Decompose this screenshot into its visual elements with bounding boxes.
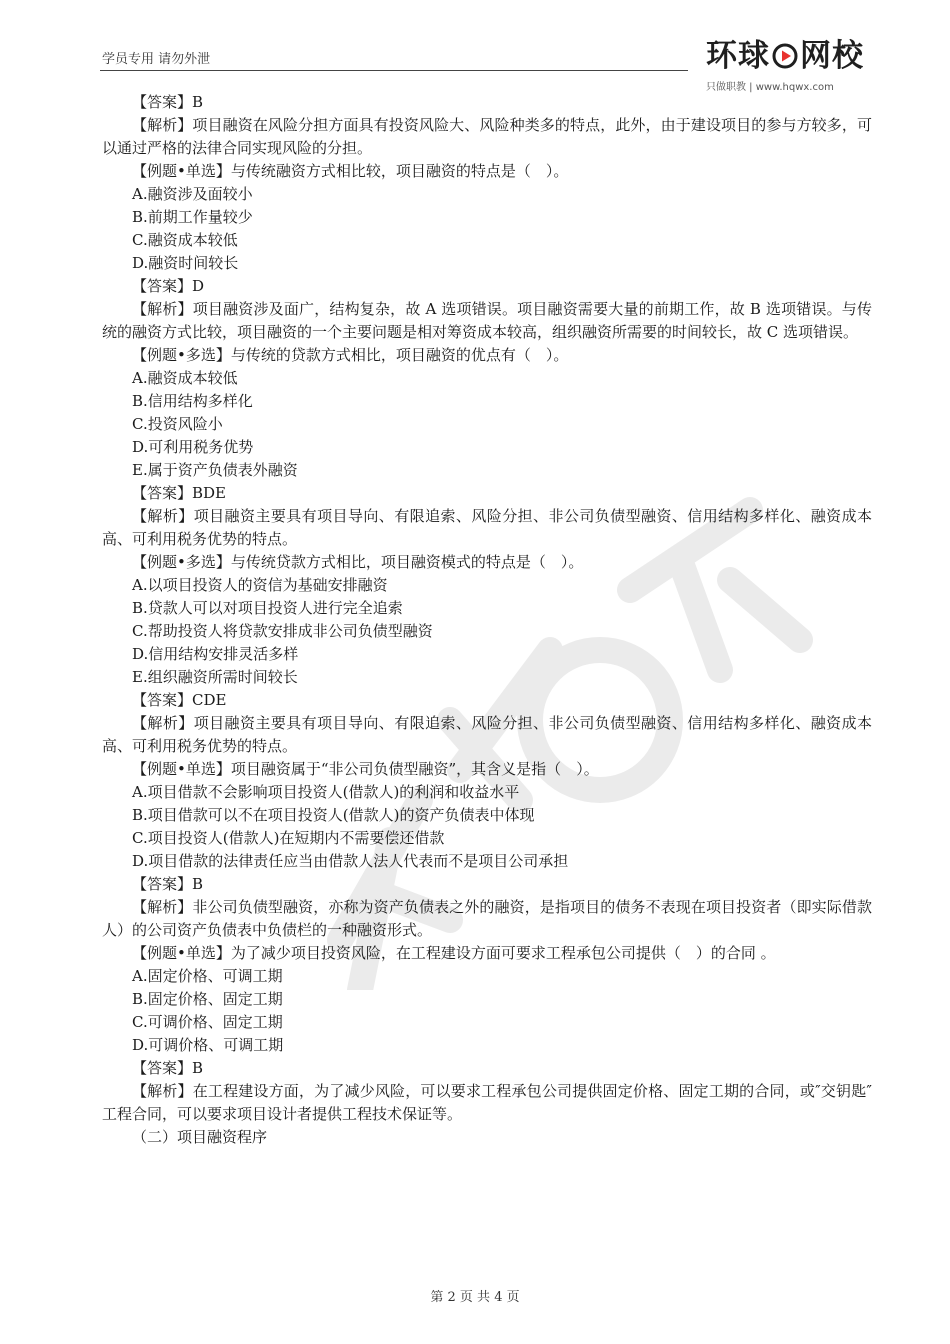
answer-option: D.信用结构安排灵活多样 xyxy=(132,645,299,663)
answer-option: B.项目借款可以不在项目投资人(借款人)的资产负债表中体现 xyxy=(132,806,535,824)
brand-logo xyxy=(706,36,876,96)
logo-play-icon xyxy=(771,42,799,70)
logo-tagline: 只做职教 | www.hqwx.com xyxy=(706,82,834,93)
logo-text-left: 环球 xyxy=(706,38,770,74)
text-paragraph: 【例题•单选】为了减少项目投资风险，在工程建设方面可要求工程承包公司提供（ ）的合同 。 xyxy=(132,944,776,962)
text-paragraph: 【答案】B xyxy=(132,875,204,893)
answer-option: B.信用结构多样化 xyxy=(132,392,253,410)
text-paragraph: 【例题•多选】与传统的贷款方式相比，项目融资的优点有（ ）。 xyxy=(132,346,569,364)
answer-option: C.帮助投资人将贷款安排成非公司负债型融资 xyxy=(132,622,433,640)
text-paragraph: （二）项目融资程序 xyxy=(132,1128,268,1146)
page-number: 第 2 页 共 4 页 xyxy=(430,1290,520,1305)
answer-option: A.融资成本较低 xyxy=(132,369,238,387)
text-paragraph: 【答案】B xyxy=(132,1059,204,1077)
answer-option: E.属于资产负债表外融资 xyxy=(132,461,298,479)
header-note: 学员专用 请勿外泄 xyxy=(102,52,211,67)
header-divider xyxy=(100,70,688,71)
answer-option: C.投资风险小 xyxy=(132,415,223,433)
logo-text-right: 网校 xyxy=(800,38,864,74)
answer-option: C.可调价格、固定工期 xyxy=(132,1013,283,1031)
text-paragraph: 【答案】B xyxy=(132,93,204,111)
text-paragraph: 【例题•多选】与传统贷款方式相比，项目融资模式的特点是（ ）。 xyxy=(132,553,584,571)
answer-option: A.融资涉及面较小 xyxy=(132,185,253,203)
text-paragraph: 【答案】CDE xyxy=(132,691,227,709)
text-paragraph: 【解析】非公司负债型融资，亦称为资产负债表之外的融资，是指项目的债务不表现在项目投资者（即实际借款人）的公司资产负债表中负债栏的一种融资形式。 xyxy=(102,898,872,939)
text-paragraph: 【解析】在工程建设方面，为了减少风险，可以要求工程承包公司提供固定价格、固定工期的合同，或″交钥匙″工程合同，可以要求项目设计者提供工程技术保证等。 xyxy=(102,1082,872,1123)
answer-option: D.可调价格、可调工期 xyxy=(132,1036,284,1054)
text-paragraph: 【答案】D xyxy=(132,277,205,295)
answer-option: B.固定价格、固定工期 xyxy=(132,990,283,1008)
answer-option: A.固定价格、可调工期 xyxy=(132,967,283,985)
document-body xyxy=(102,91,872,1149)
answer-option: E.组织融资所需时间较长 xyxy=(132,668,298,686)
text-paragraph: 【解析】项目融资主要具有项目导向、有限追索、风险分担、非公司负债型融资、信用结构多样化、融资成本高、可利用税务优势的特点。 xyxy=(102,714,872,755)
answer-option: C.融资成本较低 xyxy=(132,231,238,249)
text-paragraph: 【解析】项目融资主要具有项目导向、有限追索、风险分担、非公司负债型融资、信用结构多样化、融资成本高、可利用税务优势的特点。 xyxy=(102,507,872,548)
answer-option: A.以项目投资人的资信为基础安排融资 xyxy=(132,576,388,594)
answer-option: D.项目借款的法律责任应当由借款人法人代表而不是项目公司承担 xyxy=(132,852,569,870)
text-paragraph: 【解析】项目融资在风险分担方面具有投资风险大、风险种类多的特点，此外，由于建设项目的参与方较多，可以通过严格的法律合同实现风险的分担。 xyxy=(102,116,872,157)
text-paragraph: 【答案】BDE xyxy=(132,484,226,502)
answer-option: C.项目投资人(借款人)在短期内不需要偿还借款 xyxy=(132,829,445,847)
answer-option: B.前期工作量较少 xyxy=(132,208,253,226)
logo-wordmark xyxy=(706,36,876,76)
answer-option: D.融资时间较长 xyxy=(132,254,239,272)
answer-option: D.可利用税务优势 xyxy=(132,438,254,456)
text-paragraph: 【例题•单选】项目融资属于“非公司负债型融资”，其含义是指（ ）。 xyxy=(132,760,599,778)
answer-option: B.贷款人可以对项目投资人进行完全追索 xyxy=(132,599,403,617)
text-paragraph: 【例题•单选】与传统融资方式相比较，项目融资的特点是（ ）。 xyxy=(132,162,569,180)
answer-option: A.项目借款不会影响项目投资人(借款人)的利润和收益水平 xyxy=(132,783,520,801)
text-paragraph: 【解析】项目融资涉及面广，结构复杂，故 A 选项错误。项目融资需要大量的前期工作，故 B 选项错误。与传统的融资方式比较，项目融资的一个主要问题是相对筹资成本较高，组织融资所需要的时间较长，故 C 选项错误。 xyxy=(102,300,872,341)
